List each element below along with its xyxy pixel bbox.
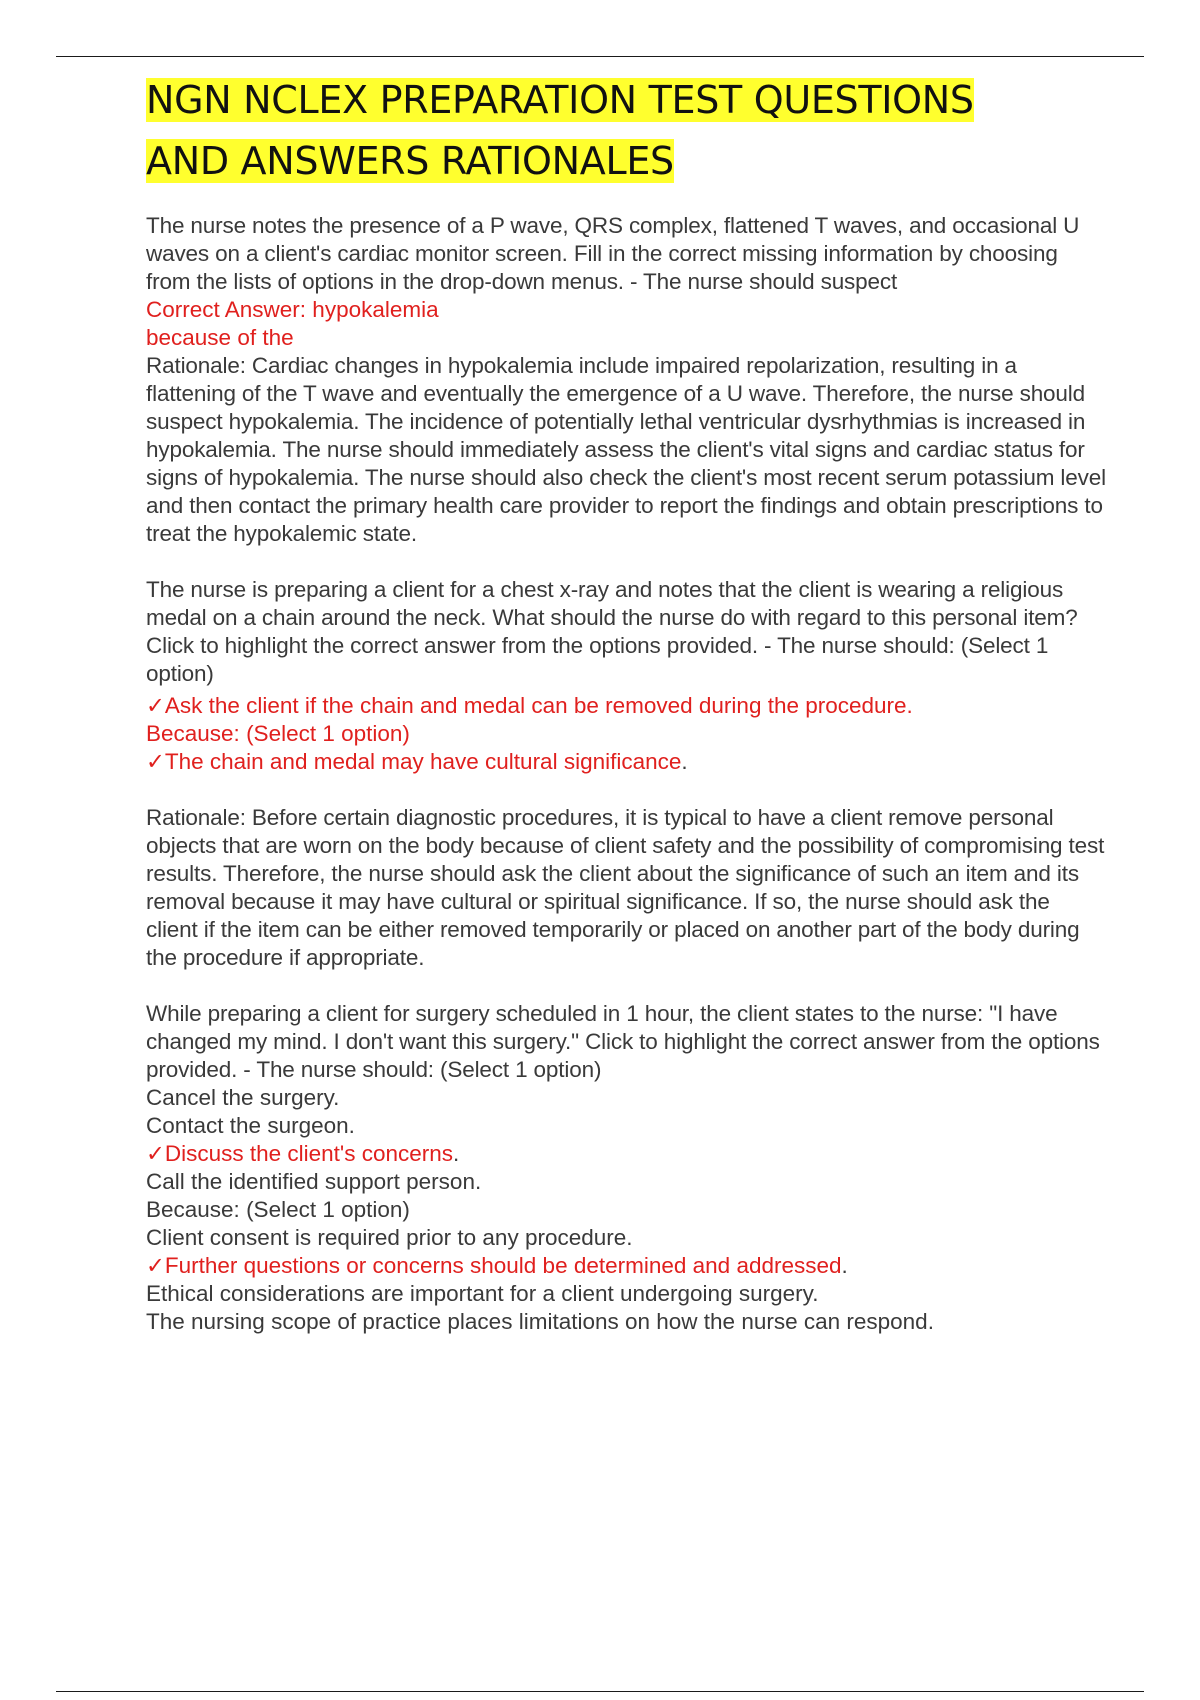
question-2-answer-2 bbox=[146, 748, 1106, 776]
question-1 bbox=[146, 212, 1106, 548]
question-3-option-3 bbox=[146, 1140, 1106, 1168]
title-line-2: AND ANSWERS RATIONALES bbox=[146, 139, 674, 183]
question-1-text: The nurse notes the presence of a P wave, QRS complex, flattened T waves, and occasional U waves on a client's cardiac monitor screen. Fill in the correct missing information by choosing from the lists of options in the drop-down menus. - The nurse should suspect bbox=[146, 213, 1080, 294]
question-3-option-3-text: ✓Discuss the client's concerns bbox=[146, 1141, 454, 1166]
document-title bbox=[146, 70, 1106, 192]
question-2-answer-1: ✓Ask the client if the chain and medal can be removed during the procedure. bbox=[146, 693, 913, 718]
question-2 bbox=[146, 576, 1106, 972]
question-3-reason-2 bbox=[146, 1252, 1106, 1280]
top-rule bbox=[56, 56, 1144, 57]
question-3-because: Because: (Select 1 option) bbox=[146, 1197, 410, 1222]
question-2-answer-2-text: ✓The chain and medal may have cultural significance bbox=[146, 749, 682, 774]
question-1-rationale: Rationale: Cardiac changes in hypokalemia include impaired repolarization, resulting in a flattening of the T wave and eventually the emergence of a U wave. Therefore, the nurse should suspect hypokalemia. The incidence of potentially lethal ventricular dysrhythmias is increased in hypokalemia. The nurse should immediately assess the client's vital signs and cardiac status for signs of hypokalemia. The nurse should also check the client's most recent serum potassium level and then contact the primary health care provider to report the findings and obtain prescriptions to treat the hypokalemic state. bbox=[146, 353, 1106, 546]
question-3-reason-2-text: ✓Further questions or concerns should be determined and addressed bbox=[146, 1253, 842, 1278]
question-3-option-3-period: . bbox=[453, 1141, 460, 1166]
document-body bbox=[146, 70, 1106, 1336]
question-3-option-4: Call the identified support person. bbox=[146, 1169, 482, 1194]
question-3-reason-4: The nursing scope of practice places limitations on how the nurse can respond. bbox=[146, 1309, 934, 1334]
question-3-reason-1: Client consent is required prior to any procedure. bbox=[146, 1225, 633, 1250]
question-2-text: The nurse is preparing a client for a chest x-ray and notes that the client is wearing a religious medal on a chain around the neck. What should the nurse do with regard to this personal item? Click to highlight the correct answer from the options provided. - The nurse should: (Select 1 option) bbox=[146, 577, 1078, 686]
question-2-rationale: Rationale: Before certain diagnostic procedures, it is typical to have a client remove personal objects that are worn on the body because of client safety and the possibility of compromising test results. Therefore, the nurse should ask the client about the significance of such an item and its removal because it may have cultural or spiritual significance. If so, the nurse should ask the client if the item can be either removed temporarily or placed on another part of the body during the procedure if appropriate. bbox=[146, 805, 1105, 970]
question-1-answer: Correct Answer: hypokalemia bbox=[146, 297, 439, 322]
question-3-option-2: Contact the surgeon. bbox=[146, 1113, 355, 1138]
question-2-because: Because: (Select 1 option) bbox=[146, 721, 410, 746]
question-1-because: because of the bbox=[146, 325, 294, 350]
question-3-option-1: Cancel the surgery. bbox=[146, 1085, 340, 1110]
bottom-rule bbox=[56, 1691, 1144, 1692]
spacer bbox=[146, 548, 1106, 576]
question-3 bbox=[146, 1000, 1106, 1336]
spacer bbox=[146, 972, 1106, 1000]
question-2-answer-2-period: . bbox=[681, 749, 688, 774]
question-3-reason-3: Ethical considerations are important for a client undergoing surgery. bbox=[146, 1281, 819, 1306]
question-3-reason-2-period: . bbox=[841, 1253, 848, 1278]
question-3-text: While preparing a client for surgery scheduled in 1 hour, the client states to the nurse: "I have changed my mind. I don't want this surgery." Click to highlight the correct answer from the options provided. - The nurse should: (Select 1 option) bbox=[146, 1001, 1100, 1082]
title-line-1: NGN NCLEX PREPARATION TEST QUESTIONS bbox=[146, 78, 974, 122]
